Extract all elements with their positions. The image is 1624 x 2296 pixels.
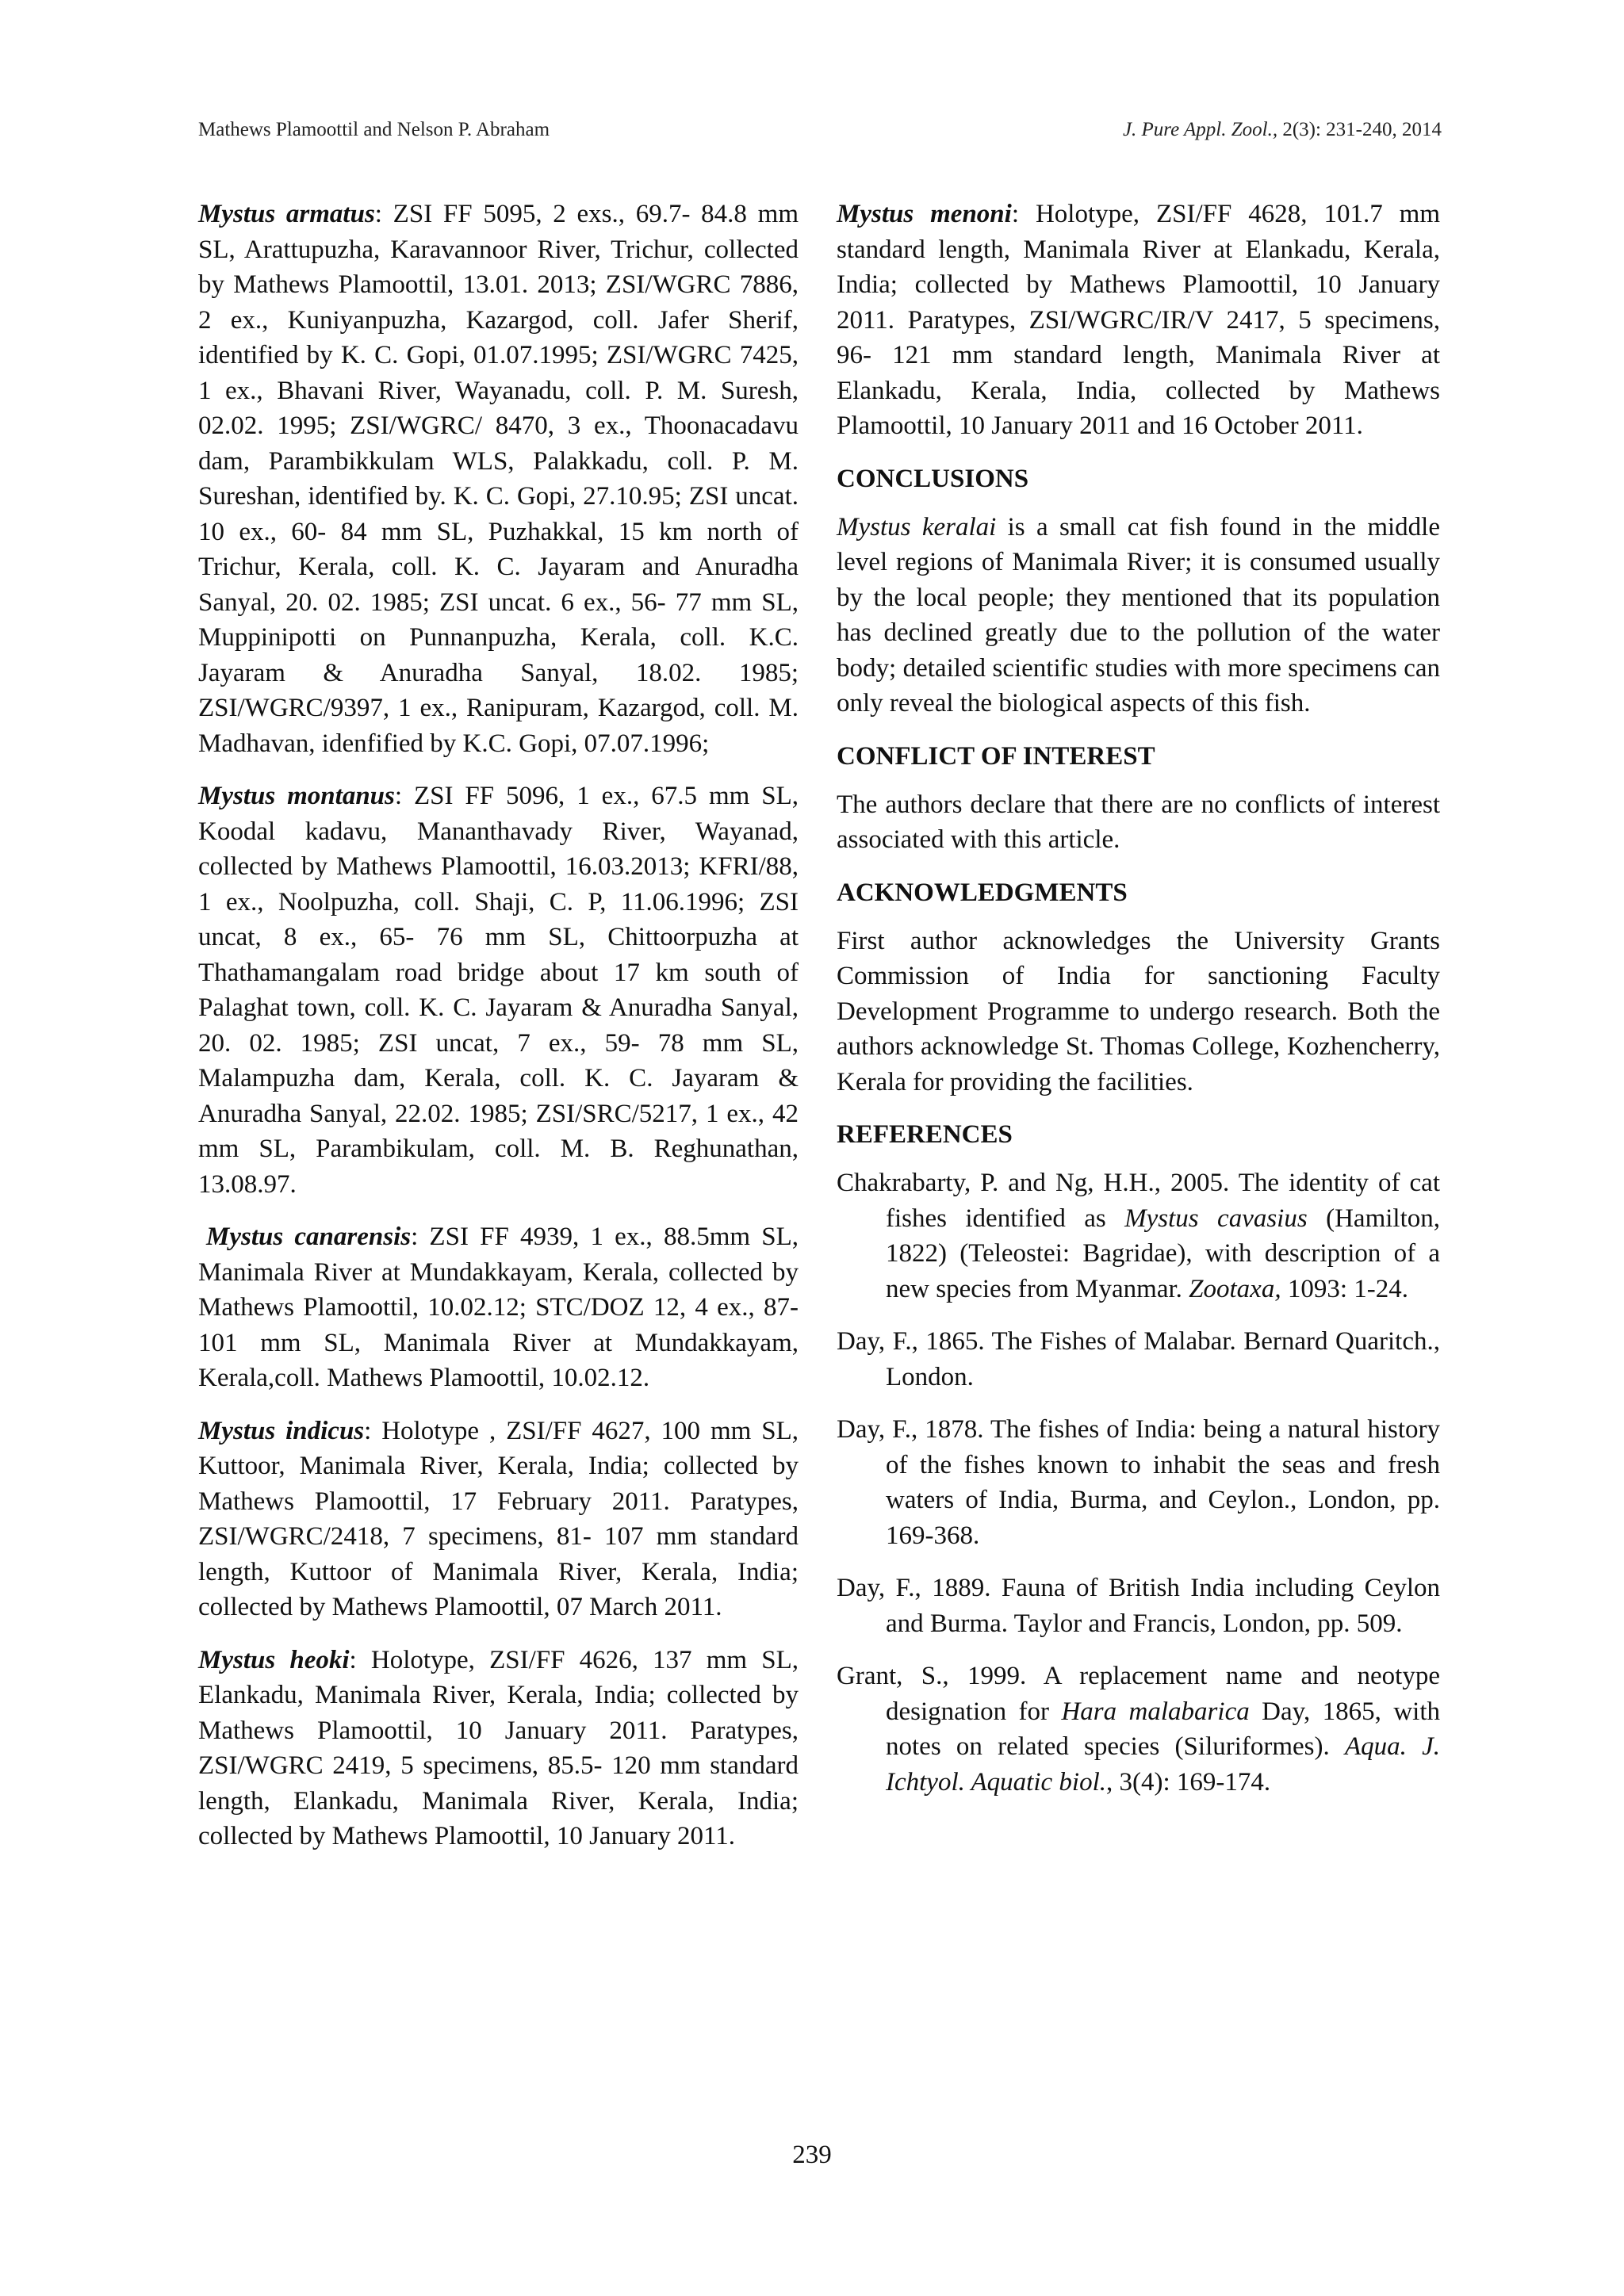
reference-text: Grant, S., 1999. A replacement name and neotype designation for [837, 1662, 1440, 1726]
material-paragraph-menoni [837, 197, 1440, 444]
conclusions-paragraph [837, 510, 1440, 721]
reference-item: Day, F., 1878. The fishes of India: being a natural history of the fishes known to inhabit the seas and fresh waters of India, Burma, and Ceylon., London, pp. 169-368. [837, 1415, 1440, 1550]
species-name: Mystus indicus [198, 1416, 365, 1445]
material-text: : ZSI FF 4939, 1 ex., 88.5mm SL, Manimala River at Mundakkayam, Kerala, collected by Mathews Plamoottil, 10.02.12; STC/DOZ 12, 4 ex., 87-101 mm SL, Manimala River at Mundakkayam, Kerala,coll. Mathews Plamoottil, 10.02.12. [198, 1223, 799, 1392]
reference-species: Mystus cavasius [1124, 1203, 1308, 1233]
species-name: Mystus heoki [198, 1645, 350, 1674]
material-text: : Holotype, ZSI/FF 4626, 137 mm SL, Elankadu, Manimala River, Kerala, India; collected by Mathews Plamoottil, 10 January 2011. Paratypes, ZSI/WGRC 2419, 5 specimens, 85.5- 120 mm standard length, Elankadu, Manimala River, Kerala, India; collected by Mathews Plamoottil, 10 January 2011. [198, 1645, 799, 1850]
material-paragraph-armatus [198, 197, 799, 761]
reference-item [837, 1659, 1440, 1800]
conclusions-heading: CONCLUSIONS [837, 464, 1029, 493]
material-paragraph-heoki [198, 1643, 799, 1854]
material-paragraph-montanus [198, 779, 799, 1202]
references-heading: REFERENCES [837, 1120, 1013, 1149]
material-text: : Holotype, ZSI/FF 4628, 101.7 mm standard length, Manimala River at Elankadu, Kerala, India; collected by Mathews Plamoottil, 10 January 2011. Paratypes, ZSI/WGRC/IR/V 2417, 5 specimens, 96- 121 mm standard length, Manimala River at Elankadu, Kerala, India, collected by Mathews Plamoottil, 10 January 2011 and 16 October 2011. [837, 200, 1440, 440]
species-name: Mystus keralai [837, 512, 997, 541]
reference-journal: Aqua. J. Ichtyol. Aquatic biol. [886, 1732, 1440, 1797]
right-column [837, 197, 1440, 1817]
conflict-heading: CONFLICT OF INTEREST [837, 741, 1155, 771]
header-authors: Mathews Plamoottil and Nelson P. Abraham [198, 119, 550, 140]
material-paragraph-indicus [198, 1414, 799, 1625]
species-name: Mystus canarensis [206, 1223, 412, 1251]
reference-text: , 3(4): 169-174. [1106, 1767, 1271, 1797]
material-text: : ZSI FF 5096, 1 ex., 67.5 mm SL, Koodal kadavu, Mananthavady River, Wayanad, collected by Mathews Plamoottil, 16.03.2013; KFRI/88, 1 ex., Noolpuzha, coll. Shaji, C. P, 11.06.1996; ZSI uncat, 8 ex., 65- 76 mm SL, Chittoorpuzha at Thathamangalam road bridge about 17 km south of Palaghat town, coll. K. C. Jayaram & Anuradha Sanyal, 20. 02. 1985; ZSI uncat, 7 ex., 59- 78 mm SL, Malampuzha dam, Kerala, coll. K. C. Jayaram & Anuradha Sanyal, 22.02. 1985; ZSI/SRC/5217, 1 ex., 42 mm SL, Parambikulam, coll. M. B. Reghunathan, 13.08.97. [198, 782, 799, 1199]
reference-item: Day, F., 1889. Fauna of British India including Ceylon and Burma. Taylor and Francis, London, pp. 509. [837, 1574, 1440, 1638]
conclusions-text: is a small cat fish found in the middle level regions of Manimala River; it is consumed usually by the local people; they mentioned that its population has declined greatly due to the pollution of the water body; detailed scientific studies with more specimens can only reveal the biological aspects of this fish. [837, 512, 1440, 718]
reference-item [837, 1165, 1440, 1307]
species-name: Mystus armatus [198, 200, 375, 228]
acknowledgments-heading: ACKNOWLEDGMENTS [837, 878, 1128, 907]
material-paragraph-canarensis [198, 1219, 799, 1396]
header-citation: 2(3): 231-240, 2014 [1277, 119, 1442, 140]
reference-text: Day, 1865, with notes on related species (Siluriformes). [886, 1697, 1440, 1761]
reference-species: Hara malabarica [1061, 1697, 1250, 1726]
material-text: : ZSI FF 5095, 2 exs., 69.7- 84.8 mm SL, Arattupuzha, Karavannoor River, Trichur, collected by Mathews Plamoottil, 13.01. 2013; ZSI/WGRC 7886, 2 ex., Kuniyanpuzha, Kazargod, coll. Jafer Sherif, identified by K. C. Gopi, 01.07.1995; ZSI/WGRC 7425, 1 ex., Bhavani River, Wayanadu, coll. P. M. Suresh, 02.02. 1995; ZSI/WGRC/ 8470, 3 ex., Thoonacadavu dam, Parambikkulam WLS, Palakkadu, coll. P. M. Sureshan, identified by. K. C. Gopi, 27.10.95; ZSI uncat. 10 ex., 60- 84 mm SL, Puzhakkal, 15 km north of Trichur, Kerala, coll. K. C. Jayaram and Anuradha Sanyal, 20. 02. 1985; ZSI uncat. 6 ex., 56- 77 mm SL, Muppinipotti on Punnanpuzha, Kerala, coll. K.C. Jayaram & Anuradha Sanyal, 18.02. 1985; ZSI/WGRC/9397, 1 ex., Ranipuram, Kazargod, coll. M. Madhavan, idenfified by K.C. Gopi, 07.07.1996; [198, 200, 799, 758]
reference-item: Day, F., 1865. The Fishes of Malabar. Bernard Quaritch., London. [837, 1327, 1440, 1391]
acknowledgments-paragraph: First author acknowledges the University Grants Commission of India for sanctioning Faculty Development Programme to undergo research. Both the authors acknowledge St. Thomas College, Kozhencherry, Kerala for providing the facilities. [837, 926, 1440, 1096]
running-header [198, 119, 1442, 151]
reference-text: 1093: 1-24. [1281, 1274, 1408, 1303]
reference-list [837, 1165, 1440, 1800]
material-text: : Holotype , ZSI/FF 4627, 100 mm SL, Kuttoor, Manimala River, Kerala, India; collected by Mathews Plamoottil, 17 February 2011. Paratypes, ZSI/WGRC/2418, 7 specimens, 81- 107 mm standard length, Kuttoor of Manimala River, Kerala, India; collected by Mathews Plamoottil, 07 March 2011. [198, 1416, 799, 1621]
header-journal-citation [1123, 119, 1442, 141]
left-column [198, 197, 799, 1872]
reference-text: Chakrabarty, P. and Ng, H.H., 2005. The identity of cat fishes identified as [837, 1169, 1440, 1233]
species-name: Mystus menoni [837, 200, 1012, 228]
header-journal: J. Pure Appl. Zool., [1122, 119, 1278, 140]
page-number: 239 [792, 2141, 832, 2169]
conflict-paragraph: The authors declare that there are no conflicts of interest associated with this article. [837, 790, 1440, 854]
reference-journal: Zootaxa, [1189, 1274, 1281, 1303]
species-name: Mystus montanus [198, 782, 395, 810]
reference-text: (Hamilton, 1822) (Teleostei: Bagridae), with description of a new species from Myanmar. [886, 1203, 1440, 1303]
